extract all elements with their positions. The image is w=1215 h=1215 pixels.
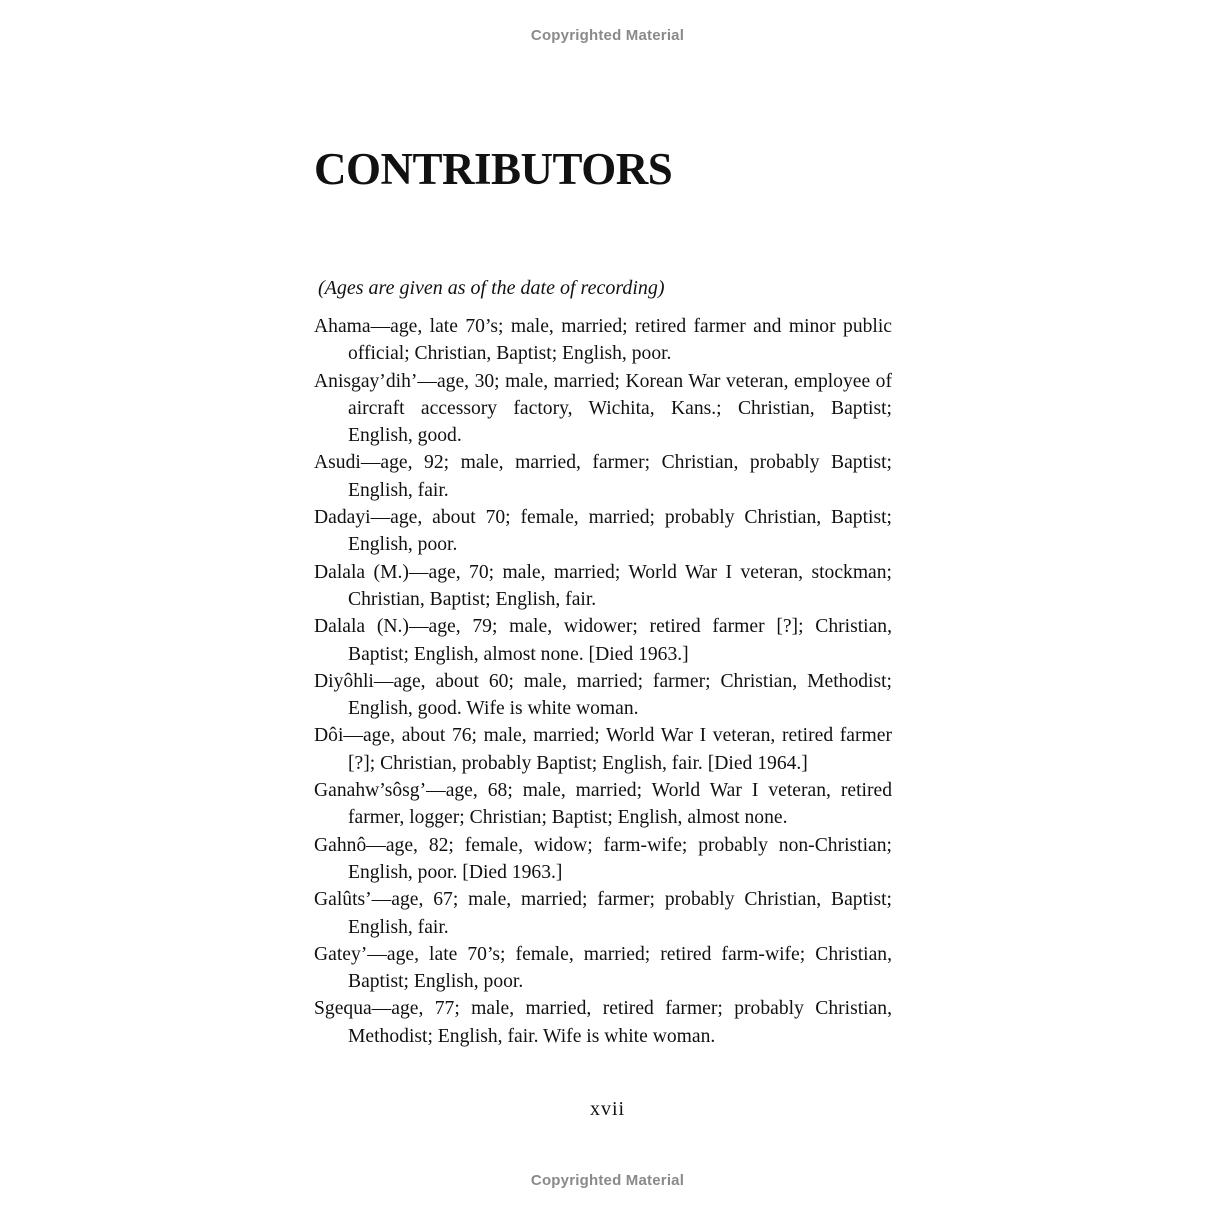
ages-note: (Ages are given as of the date of recording) xyxy=(318,277,665,299)
contributor-entry-gahno: Gahnô—age, 82; female, widow; farm-wife; probably non-Christian; English, poor. [Died 1963.] xyxy=(314,834,892,883)
contributor-entry-dadayi: Dadayi—age, about 70; female, married; probably Christian, Baptist; English, poor. xyxy=(314,507,892,556)
contributor-entry-doi: Dôi—age, about 76; male, married; World War I veteran, retired farmer [?]; Christian, probably Baptist; English, fair. [Died 1964.] xyxy=(314,725,892,774)
contributor-entry-diyohli: Diyôhli—age, about 60; male, married; farmer; Christian, Methodist; English, good. Wife is white woman. xyxy=(314,670,892,720)
contributors-list xyxy=(314,313,892,1050)
contributor-entry-sgequa: Sgequa—age, 77; male, married, retired farmer; probably Christian, Methodist; English, fair. Wife is white woman. xyxy=(314,998,892,1047)
contributor-entry-dalala-n: Dalala (N.)—age, 79; male, widower; retired farmer [?]; Christian, Baptist; English, almost none. [Died 1963.] xyxy=(314,616,892,665)
contributor-entry-gatey: Gatey’—age, late 70’s; female, married; retired farm-wife; Christian, Baptist; English, poor. xyxy=(314,943,892,993)
page-number: xvii xyxy=(589,1098,626,1120)
contributor-entry-asudi: Asudi—age, 92; male, married, farmer; Christian, probably Baptist; English, fair. xyxy=(314,452,892,501)
contributor-entry-ganahwsosg: Ganahw’sôsg’—age, 68; male, married; World War I veteran, retired farmer, logger; Christian; Baptist; English, almost none. xyxy=(314,780,892,829)
contributor-entry-ahama: Ahama—age, late 70’s; male, married; retired farmer and minor public official; Christian, Baptist; English, poor. xyxy=(314,316,892,365)
contributor-entry-dalala-m: Dalala (M.)—age, 70; male, married; World War I veteran, stockman; Christian, Baptist; English, fair. xyxy=(314,561,892,610)
copyright-watermark-top: Copyrighted Material xyxy=(530,27,685,44)
page-title: CONTRIBUTORS xyxy=(314,144,673,194)
contributor-entry-anisgaydih: Anisgay’dih’—age, 30; male, married; Korean War veteran, employee of aircraft accessory factory, Wichita, Kans.; Christian, Baptist; English, good. xyxy=(314,370,892,447)
copyright-watermark-bottom: Copyrighted Material xyxy=(530,1172,685,1189)
contributor-entry-galuts: Galûts’—age, 67; male, married; farmer; probably Christian, Baptist; English, fair. xyxy=(314,889,892,938)
